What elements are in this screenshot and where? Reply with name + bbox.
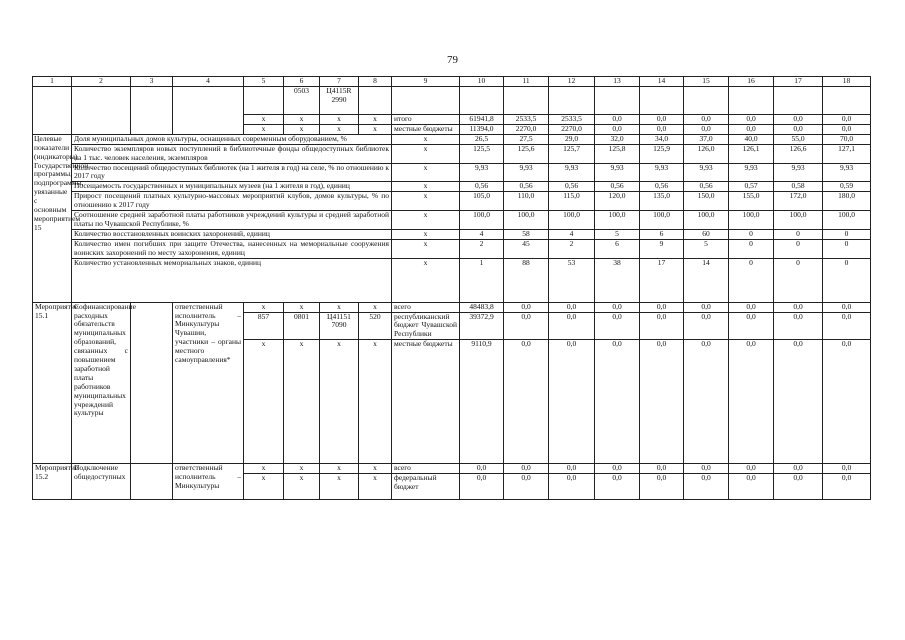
cell: x [359,124,392,134]
indicator-text: Количество экземпляров новых поступлений в библиотечные фонды общедоступных библиотек на 1 тыс. человек населения, экземпляров [72,144,392,163]
cell: x [320,474,359,500]
cell-source: всего [392,302,460,312]
indicator-row [33,258,871,302]
cell: x [244,474,284,500]
cell-value: 0,0 [823,340,871,464]
cell: x [320,464,359,474]
cell: x [392,239,460,258]
cell: x [284,115,320,125]
cell-value: 0,59 [823,182,871,192]
col-number: 18 [823,77,871,87]
cell-value: 0,0 [774,124,823,134]
cell-value: 100,0 [549,211,595,230]
cell-value: 9,93 [823,163,871,182]
cell-value: 0,58 [774,182,823,192]
cell-value: 0 [823,258,871,302]
cell-value: 100,0 [684,211,729,230]
cell: x [392,192,460,211]
col-number: 11 [504,77,549,87]
cell [392,87,460,115]
cell-value: 0,0 [595,302,640,312]
cell-value: 0 [823,229,871,239]
cell-value: 0,0 [504,474,549,500]
cell: 857 [244,312,284,340]
cell: x [284,124,320,134]
cell-value: 0,0 [823,464,871,474]
cell-value: 0,0 [595,464,640,474]
cell-value: 0,0 [640,115,684,125]
cell-value: 120,0 [595,192,640,211]
cell-value: 0,0 [640,474,684,500]
cell-value: 45 [504,239,549,258]
cell-value: 32,0 [595,134,640,144]
indicator-text: Посещаемость государственных и муниципальных музеев (на 1 жителя в год), единиц [72,182,392,192]
cell-value: 0,0 [729,302,774,312]
cell-value: 125,5 [460,144,504,163]
cell-value: 0,0 [823,115,871,125]
cell: x [392,144,460,163]
cell-value: 0,0 [504,340,549,464]
cell-value: 100,0 [729,211,774,230]
cell-value: 0,0 [595,312,640,340]
cell: Ц41151 7090 [320,312,359,340]
cell: x [244,124,284,134]
cell-value: 0,0 [823,124,871,134]
cell-value: 0 [774,258,823,302]
cell-value: 0,0 [640,312,684,340]
cell: x [284,302,320,312]
indicator-row [33,182,871,192]
cell: x [320,340,359,464]
col-number: 6 [284,77,320,87]
cell-value: 0,0 [774,115,823,125]
cell-value: 0,56 [640,182,684,192]
measure-name: Подключение общедоступных [72,464,131,500]
cell-value: 0,0 [684,115,729,125]
cell-value: 100,0 [504,211,549,230]
cell-source: местные бюджеты [392,340,460,464]
cell-value: 0,0 [684,302,729,312]
cell: x [359,115,392,125]
indicator-text: Количество посещений общедоступных библиотек (на 1 жителя в год) на селе, % по отношению к 2017 году [72,163,392,182]
cell-value: 0,0 [640,124,684,134]
cell-value: 100,0 [595,211,640,230]
cell-value: 0,0 [595,340,640,464]
cell-value: 17 [640,258,684,302]
cell-value: 5 [684,239,729,258]
col-number: 1 [33,77,72,87]
cell-value: 9,93 [774,163,823,182]
cell-value: 6 [595,239,640,258]
cell: x [359,464,392,474]
cell: x [359,340,392,464]
cell-value: 180,0 [823,192,871,211]
measure-row [33,302,871,312]
indicator-row [33,144,871,163]
cell-kbk: Ц4115R 2990 [320,87,359,115]
indicator-text: Количество имен погибших при защите Отечества, нанесенных на мемориальные сооружения воинских захоронений по месту захоронения, единиц [72,239,392,258]
col-number: 8 [359,77,392,87]
cell-value: 2 [549,239,595,258]
cell-value: 9,93 [684,163,729,182]
cell-value: 0,0 [729,115,774,125]
cell-value: 9,93 [504,163,549,182]
cell-value: 61941,8 [460,115,504,125]
cell-value: 40,0 [729,134,774,144]
cell-value: 0,0 [684,464,729,474]
cell-value: 9110,9 [460,340,504,464]
cell-value: 0,0 [549,474,595,500]
cell-value: 127,1 [823,144,871,163]
cell: x [320,302,359,312]
cell [823,87,871,115]
page-number: 79 [447,54,458,66]
cell-value: 100,0 [640,211,684,230]
cell-value: 55,0 [774,134,823,144]
cell-source: итого [392,115,460,125]
cell-value: 0 [774,239,823,258]
cell-value: 100,0 [823,211,871,230]
cell [504,87,549,115]
cell-value: 2533,5 [549,115,595,125]
cell: x [244,340,284,464]
cell-value: 0,56 [460,182,504,192]
col-number: 3 [131,77,173,87]
cell-value: 125,8 [595,144,640,163]
cell-value: 0,0 [729,464,774,474]
cell [774,87,823,115]
cell-source: федеральный бюджет [392,474,460,500]
cell: x [392,229,460,239]
col-number: 16 [729,77,774,87]
cell [460,87,504,115]
cell-value: 0,0 [774,302,823,312]
cell-value: 0,0 [823,474,871,500]
cell-value: 60 [684,229,729,239]
cell-source: местные бюджеты [392,124,460,134]
cell: x [392,182,460,192]
cell-value: 53 [549,258,595,302]
cell-value: 126,0 [684,144,729,163]
col-number: 13 [595,77,640,87]
cell [173,87,244,135]
indicator-text: Количество восстановленных воинских захоронений, единиц [72,229,392,239]
cell-value: 0,0 [684,340,729,464]
cell-value: 2270,0 [549,124,595,134]
cell-value: 0,0 [460,474,504,500]
cell-value: 0 [729,229,774,239]
cell-value: 0,0 [684,124,729,134]
cell-value: 70,0 [823,134,871,144]
cell-value: 48483,8 [460,302,504,312]
cell-value: 6 [640,229,684,239]
cell-value: 0,0 [729,124,774,134]
cell-value: 0,56 [504,182,549,192]
cell [72,87,131,135]
cell-value: 0,0 [774,340,823,464]
cell-value: 9,93 [549,163,595,182]
indicator-row [33,163,871,182]
col-number: 4 [173,77,244,87]
cell-value: 14 [684,258,729,302]
cell-value: 0,56 [595,182,640,192]
cell-value: 0,57 [729,182,774,192]
cell-value: 0,0 [504,302,549,312]
indicator-row [33,239,871,258]
indicator-text: Соотношение средней заработной платы работников учреждений культуры и средней заработной платы по Чувашской Республике, % [72,211,392,230]
cell-value: 9 [640,239,684,258]
cell-value: 9,93 [460,163,504,182]
cell-value: 0,56 [549,182,595,192]
table-row [33,87,871,115]
cell-value: 0,0 [684,474,729,500]
cell [131,87,173,135]
cell-value: 0,0 [595,115,640,125]
cell-value: 9,93 [595,163,640,182]
cell-value: 0,0 [774,464,823,474]
cell-value: 38 [595,258,640,302]
cell-value: 0,0 [640,464,684,474]
cell-value: 26,5 [460,134,504,144]
cell-value: 172,0 [774,192,823,211]
cell-value: 5 [595,229,640,239]
cell: x [359,302,392,312]
cell-value: 0,0 [729,340,774,464]
cell-razdel: 0503 [284,87,320,115]
cell-value: 0,0 [595,474,640,500]
indicators-label: Целевые показатели (индикаторы) Государственной программы, подпрограммы, увязанные с основным мероприятием 15 [33,134,72,302]
cell-value: 125,6 [504,144,549,163]
cell-value: 0,0 [504,312,549,340]
cell-value: 100,0 [460,211,504,230]
col-number: 5 [244,77,284,87]
cell-value: 27,5 [504,134,549,144]
cell: 520 [359,312,392,340]
cell [244,87,284,115]
cell-value: 0,0 [823,312,871,340]
col-number: 12 [549,77,595,87]
indicator-row [33,211,871,230]
col-number: 7 [320,77,359,87]
col-number: 2 [72,77,131,87]
indicator-text: Количество установленных мемориальных знаков, единиц [72,258,392,302]
cell-value: 4 [549,229,595,239]
cell: x [392,258,460,302]
cell-value: 0,56 [684,182,729,192]
cell-value: 155,0 [729,192,774,211]
cell: 0801 [284,312,320,340]
col-number: 15 [684,77,729,87]
cell-value: 0 [729,239,774,258]
indicator-row [33,192,871,211]
cell-value: 9,93 [640,163,684,182]
cell: x [392,163,460,182]
col-number: 9 [392,77,460,87]
cell-value: 105,0 [460,192,504,211]
cell-value: 135,0 [640,192,684,211]
cell: x [284,474,320,500]
cell-value: 0,0 [460,464,504,474]
measure-label: Мероприятие 15.2 [33,464,72,500]
cell-value: 0,0 [774,312,823,340]
cell: x [244,464,284,474]
cell-value: 0 [774,229,823,239]
cell-value: 100,0 [774,211,823,230]
indicator-row [33,134,871,144]
cell: x [359,474,392,500]
cell-value: 0,0 [595,124,640,134]
cell-source: республиканский бюджет Чувашской Республики [392,312,460,340]
cell-value: 115,0 [549,192,595,211]
cell-value: 0,0 [549,464,595,474]
cell-value: 29,0 [549,134,595,144]
cell-value: 2270,0 [504,124,549,134]
col-number: 10 [460,77,504,87]
measure-executor: ответственный исполнитель – Минкультуры [173,464,244,500]
indicator-text: Доля муниципальных домов культуры, оснащенных современным оборудованием, % [72,134,392,144]
cell: x [284,464,320,474]
cell [684,87,729,115]
cell-value: 110,0 [504,192,549,211]
cell-value: 0,0 [774,474,823,500]
cell-value: 0,0 [729,474,774,500]
cell-value: 0,0 [549,312,595,340]
cell [729,87,774,115]
indicator-text: Прирост посещений платных культурно-массовых мероприятий клубов, домов культуры, % по отношению к 2017 году [72,192,392,211]
cell-value: 88 [504,258,549,302]
cell: x [244,302,284,312]
cell: x [392,211,460,230]
cell-value: 58 [504,229,549,239]
cell-value: 0,0 [549,340,595,464]
cell [640,87,684,115]
measure-name: Софинансирование расходных обязательств муниципальных образований, связанных с повышением заработной платы работников муниципальных учреждений культуры [72,302,131,464]
cell-value: 0,0 [684,312,729,340]
col-number: 17 [774,77,823,87]
cell-value: 9,93 [729,163,774,182]
col-number: 14 [640,77,684,87]
cell-value: 11394,0 [460,124,504,134]
cell-value: 0,0 [504,464,549,474]
cell-value: 37,0 [684,134,729,144]
cell-value: 2 [460,239,504,258]
program-table [32,76,871,500]
cell: x [320,124,359,134]
cell [131,464,173,500]
cell: x [392,134,460,144]
cell-value: 126,1 [729,144,774,163]
cell-value: 0,0 [823,302,871,312]
cell-value: 0,0 [549,302,595,312]
cell-value: 0,0 [729,312,774,340]
cell [33,87,72,135]
cell [595,87,640,115]
measure-label: Мероприятие 15.1 [33,302,72,464]
cell: x [320,115,359,125]
cell-value: 0 [823,239,871,258]
cell-value: 125,7 [549,144,595,163]
cell-value: 125,9 [640,144,684,163]
indicator-row [33,229,871,239]
cell-source: всего [392,464,460,474]
cell-value: 39372,9 [460,312,504,340]
cell-value: 1 [460,258,504,302]
cell-value: 34,0 [640,134,684,144]
cell: x [244,115,284,125]
cell-value: 2533,5 [504,115,549,125]
cell-value: 126,6 [774,144,823,163]
cell-value: 150,0 [684,192,729,211]
cell-value: 0 [729,258,774,302]
column-number-row [33,77,871,87]
cell [131,302,173,464]
cell-value: 4 [460,229,504,239]
measure-row [33,464,871,474]
cell-value: 0,0 [640,302,684,312]
cell [549,87,595,115]
measure-executor: ответственный исполнитель – Минкультуры Чувашии, участники – органы местного самоуправления* [173,302,244,464]
cell [359,87,392,115]
cell: x [284,340,320,464]
cell-value: 0,0 [640,340,684,464]
